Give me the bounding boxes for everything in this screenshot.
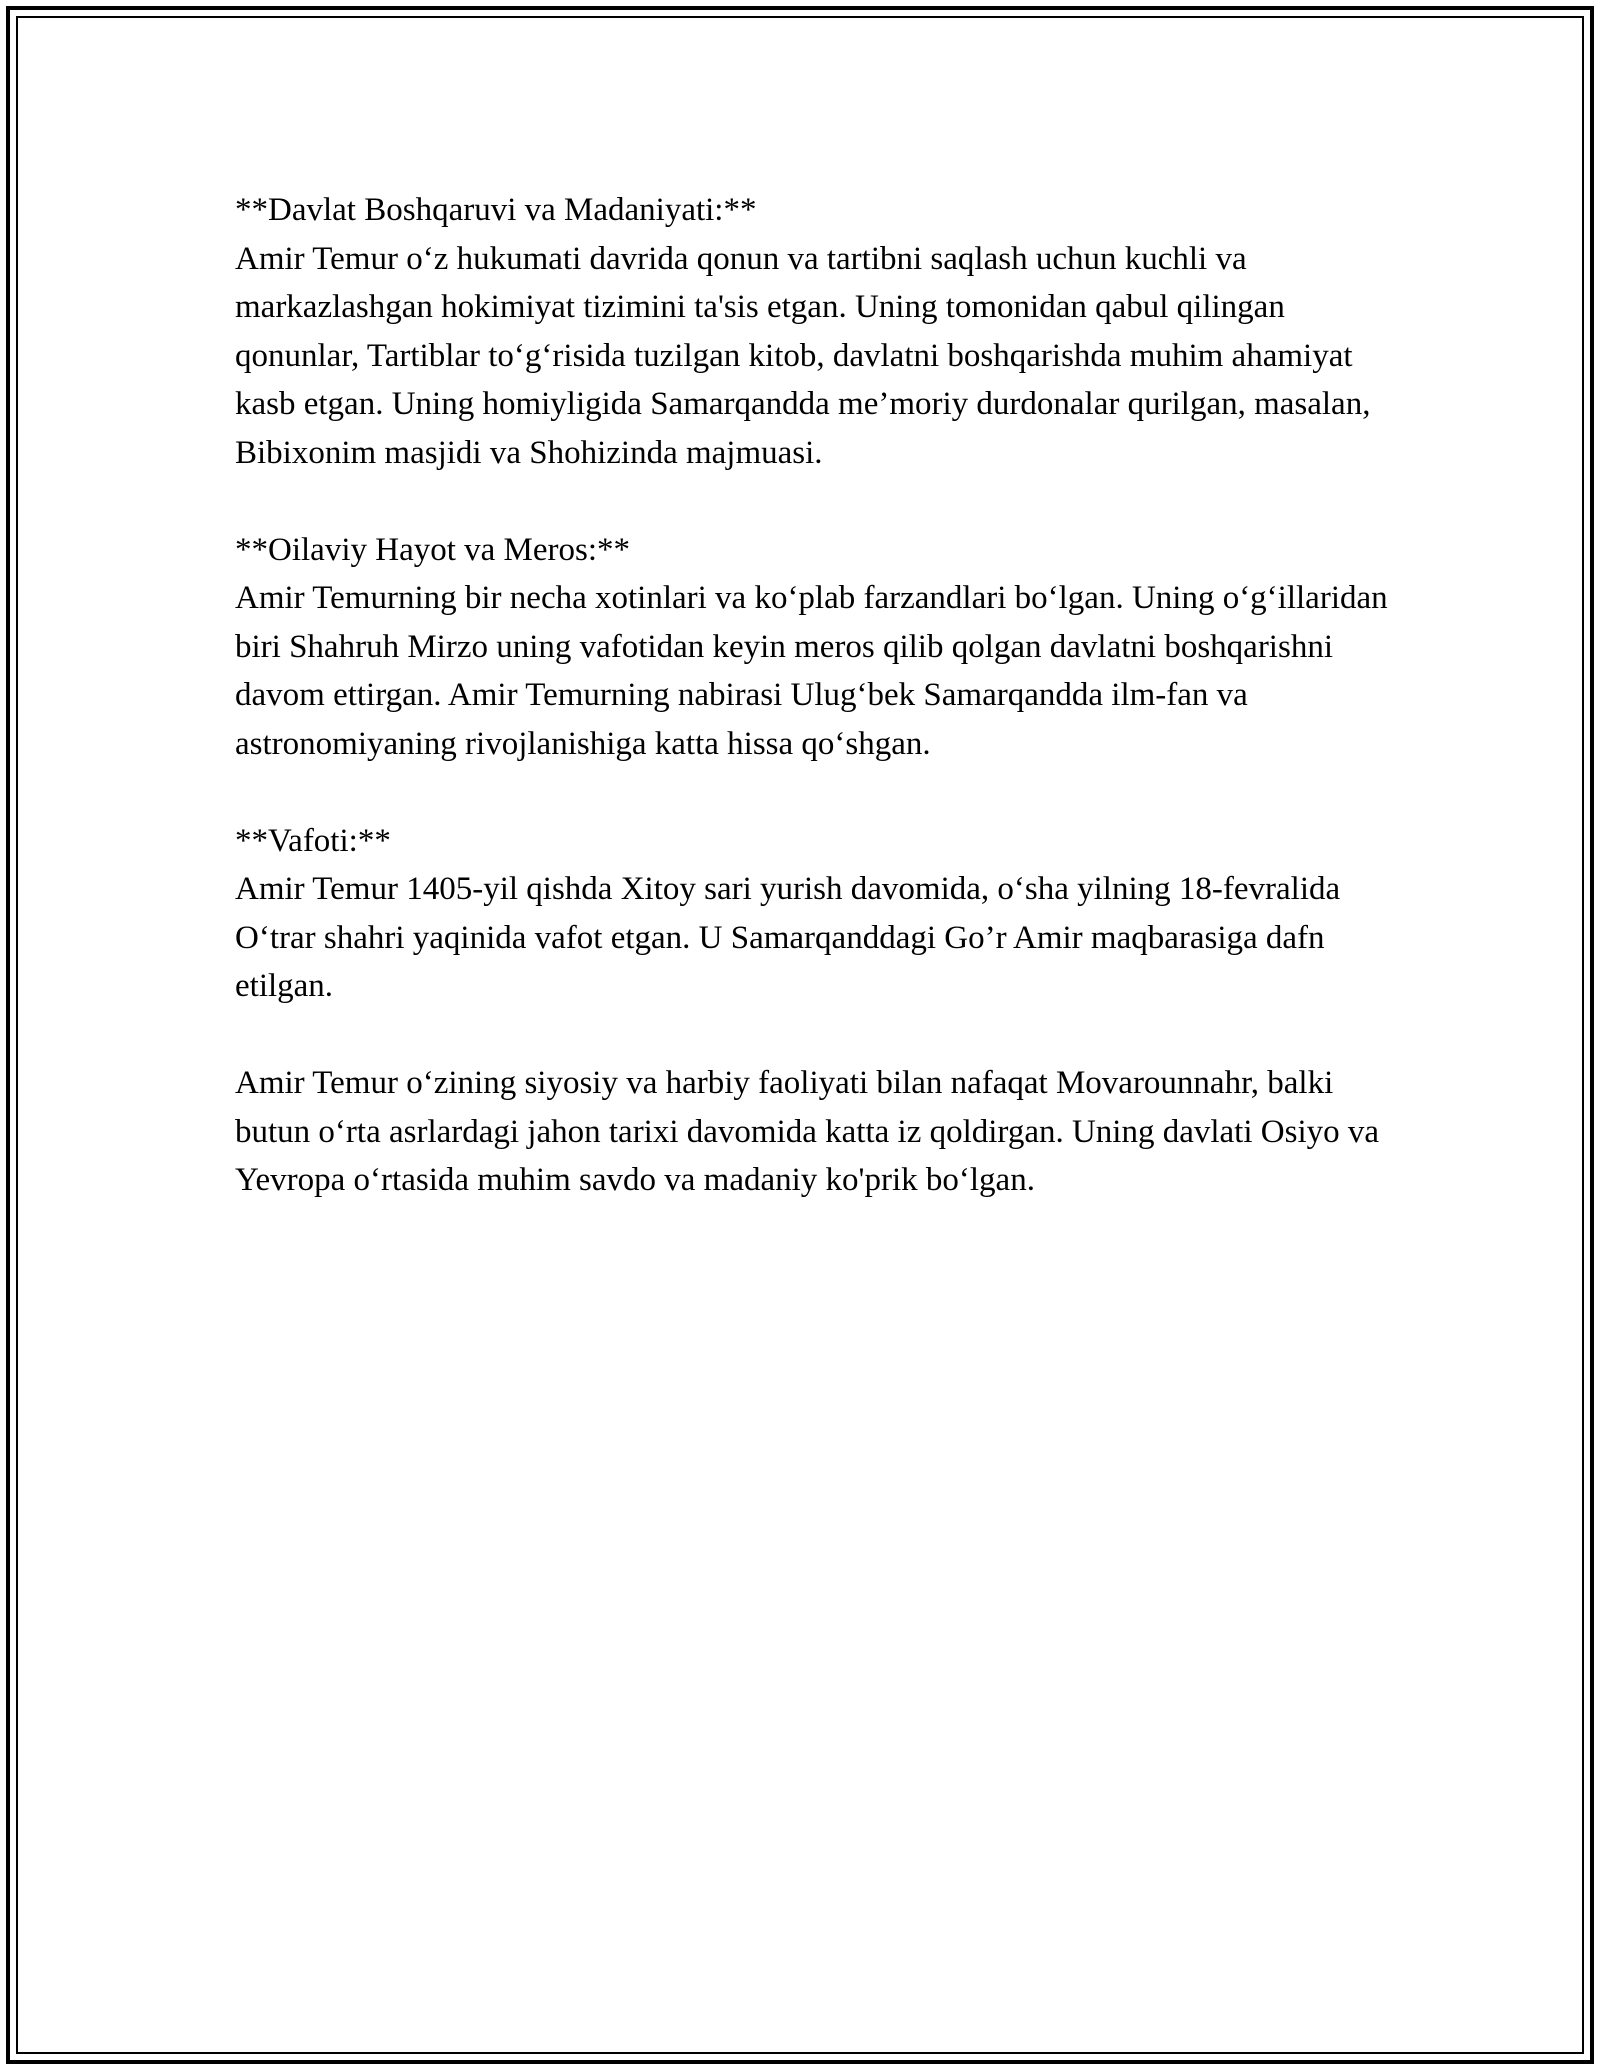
section-paragraph: Amir Temur 1405-yil qishda Xitoy sari yurish davomida, o‘sha yilning 18-fevralida O‘trar shahri yaqinida vafot etgan. U Samarqanddagi Go’r Amir maqbarasiga dafn etilgan.: [235, 871, 1341, 1004]
section-family: [235, 526, 1395, 769]
closing-paragraph: Amir Temur o‘zining siyosiy va harbiy faoliyati bilan nafaqat Movarounnahr, balki butun o‘rta asrlardagi jahon tarixi davomida katta iz qoldirgan. Uning davlati Osiyo va Yevropa o‘rtasida muhim savdo va madaniy ko'prik bo‘lgan.: [235, 1065, 1380, 1198]
document-body: [235, 186, 1395, 1253]
section-paragraph: Amir Temur o‘z hukumati davrida qonun va tartibni saqlash uchun kuchli va markazlashgan hokimiyat tizimini ta'sis etgan. Uning tomonidan qabul qilingan qonunlar, Tartiblar to‘g‘risida tuzilgan kitob, davlatni boshqarishda muhim ahamiyat kasb etgan. Uning homiyligida Samarqandda me’moriy durdonalar qurilgan, masalan, Bibixonim masjidi va Shohizinda majmuasi.: [235, 240, 1371, 471]
section-closing: [235, 1059, 1395, 1205]
section-heading: **Vafoti:**: [235, 822, 391, 859]
section-heading: **Davlat Boshqaruvi va Madaniyati:**: [235, 192, 757, 228]
section-governance: [235, 186, 1395, 477]
section-heading: **Oilaviy Hayot va Meros:**: [235, 531, 631, 568]
section-paragraph: Amir Temurning bir necha xotinlari va ko‘plab farzandlari bo‘lgan. Uning o‘g‘illaridan biri Shahruh Mirzo uning vafotidan keyin meros qilib qolgan davlatni boshqarishni davom ettirgan. Amir Temurning nabirasi Ulug‘bek Samarqandda ilm-fan va astronomiyaning rivojlanishiga katta hissa qo‘shgan.: [235, 580, 1388, 762]
section-death: [235, 817, 1395, 1011]
